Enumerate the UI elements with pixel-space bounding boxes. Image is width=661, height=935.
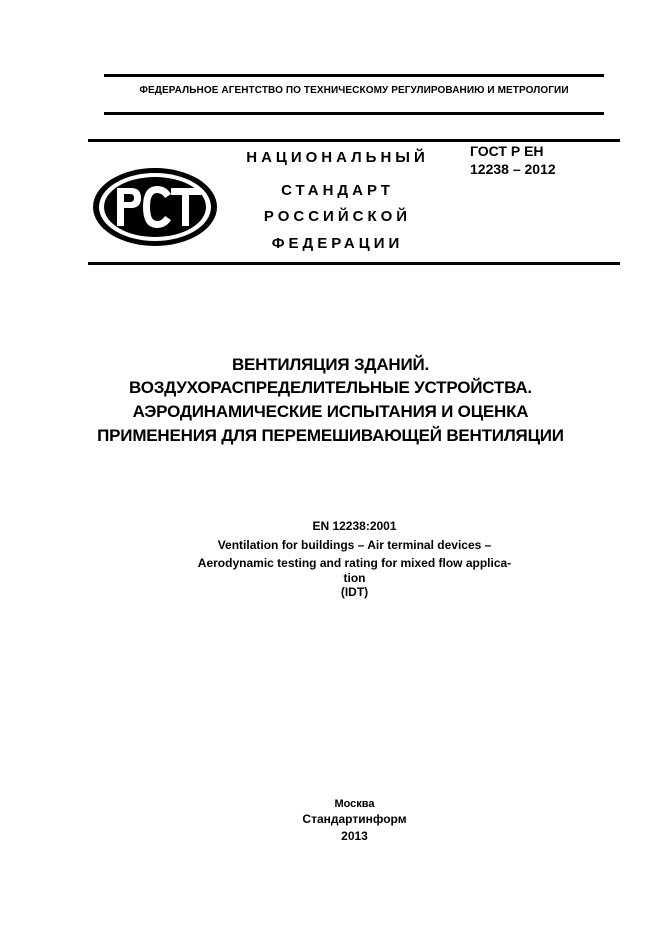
standard-designation: ГОСТ Р ЕН: [470, 143, 544, 159]
standard-bottom-rule: [88, 262, 620, 265]
en-title-line-1: Ventilation for buildings – Air terminal devices –: [217, 538, 492, 552]
agency-name: ФЕДЕРАЛЬНОЕ АГЕНТСТВО ПО ТЕХНИЧЕСКОМУ РЕГУЛИРОВАНИЮ И МЕТРОЛОГИИ: [139, 85, 569, 96]
publisher-name: Стандартинформ: [302, 812, 407, 826]
title-line-3: АЭРОДИНАМИЧЕСКИЕ ИСПЫТАНИЯ И ОЦЕНКА: [132, 402, 529, 421]
title-line-4: ПРИМЕНЕНИЯ ДЛЯ ПЕРЕМЕШИВАЮЩЕЙ ВЕНТИЛЯЦИИ: [97, 426, 564, 445]
rst-emblem-icon: [91, 166, 219, 248]
agency-rule: [104, 112, 604, 115]
title-line-2: ВОЗДУХОРАСПРЕДЕЛИТЕЛЬНЫЕ УСТРОЙСТВА.: [129, 378, 532, 397]
standard-line-1: НАЦИОНАЛЬНЫЙ: [246, 149, 429, 166]
en-code: EN 12238:2001: [312, 519, 397, 533]
en-title-line-2: Aerodynamic testing and rating for mixed flow applica-: [197, 556, 512, 570]
standard-number: 12238 – 2012: [470, 161, 556, 177]
idt-marker: (IDT): [340, 585, 369, 599]
standard-line-4: ФЕДЕРАЦИИ: [271, 235, 404, 252]
standard-line-3: РОССИЙСКОЙ: [263, 208, 412, 225]
standard-line-2: СТАНДАРТ: [281, 182, 394, 199]
en-title-line-3: tion: [343, 571, 366, 585]
title-line-1: ВЕНТИЛЯЦИЯ ЗДАНИЙ.: [231, 355, 430, 374]
publisher-city: Москва: [334, 798, 375, 810]
standard-top-rule: [88, 139, 620, 142]
publisher-year: 2013: [341, 829, 368, 843]
top-rule: [104, 74, 604, 77]
